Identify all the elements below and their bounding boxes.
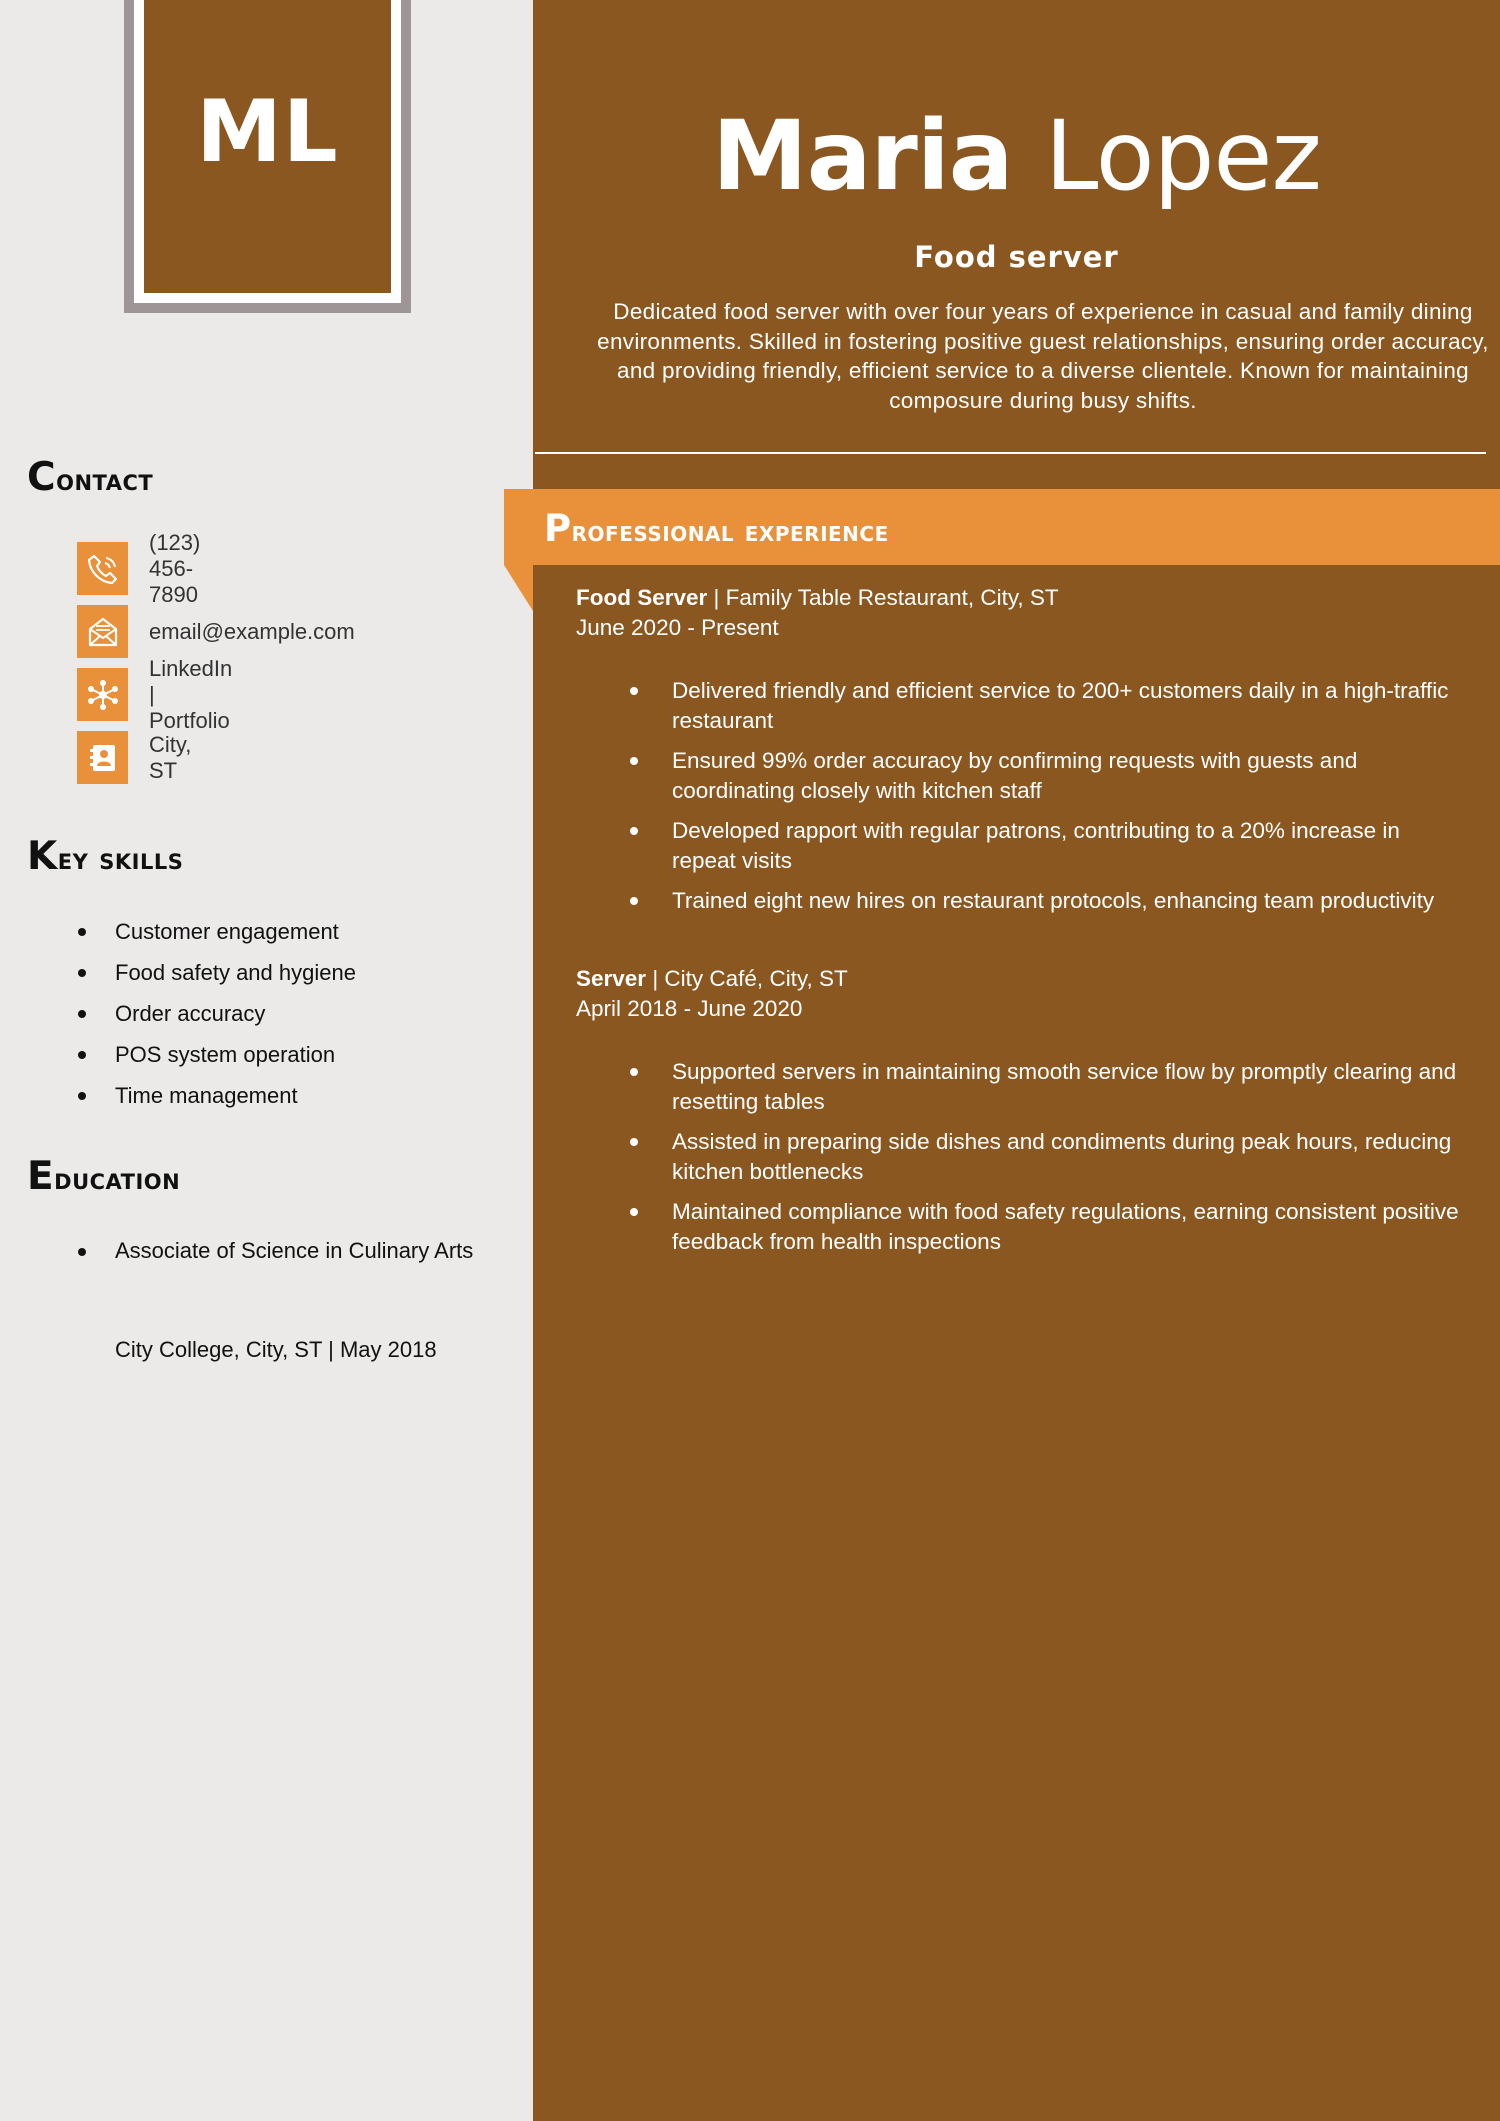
bullet-icon (630, 1138, 638, 1146)
banner-fold (504, 565, 533, 611)
contact-location-text: City, ST (149, 731, 192, 783)
job-dates: June 2020 - Present (576, 615, 779, 640)
candidate-name (533, 100, 1500, 212)
bullet-icon (630, 1208, 638, 1216)
job-role: Food Server (576, 585, 708, 610)
skill-item: POS system operation (76, 1040, 356, 1081)
contact-list (77, 529, 355, 789)
experience-banner (504, 489, 1500, 565)
contact-heading: Contact (27, 455, 154, 500)
job-bullet: Developed rapport with regular patrons, contributing to a 20% increase in repeat visits (629, 816, 1469, 875)
job-entry (576, 964, 1476, 1254)
job-bullet: Delivered friendly and efficient service to 200+ customers daily in a high-traffic restaurant (629, 676, 1469, 735)
job-bullet: Maintained compliance with food safety regulations, earning consistent positive feedback from health inspections (629, 1197, 1469, 1256)
network-icon (77, 668, 128, 721)
job-heading (576, 583, 1476, 613)
job-bullet: Supported servers in maintaining smooth service flow by promptly clearing and resetting tables (629, 1057, 1469, 1116)
bullet-icon (630, 687, 638, 695)
bullet-icon (78, 969, 86, 977)
skill-item: Food safety and hygiene (76, 958, 356, 999)
job-role: Server (576, 966, 647, 991)
bullet-icon (78, 928, 86, 936)
bullet-icon (630, 1068, 638, 1076)
contact-links-text[interactable]: LinkedIn | Portfolio (149, 655, 233, 733)
education-list (76, 1237, 476, 1265)
job-employer: | City Café, City, ST (646, 966, 848, 991)
experience-heading: Professional experience (544, 507, 889, 550)
bullet-icon (630, 757, 638, 765)
education-degree: Associate of Science in Culinary Arts (76, 1237, 476, 1265)
contact-email (77, 600, 355, 663)
bullet-icon (78, 1092, 86, 1100)
monogram-frame (124, 0, 411, 313)
main-panel (533, 0, 1500, 2121)
envelope-icon (77, 605, 128, 658)
sidebar (0, 0, 533, 2121)
job-heading (576, 964, 1476, 994)
education-school: City College, City, ST | May 2018 (115, 1337, 437, 1362)
contact-phone-text[interactable]: (123) 456-7890 (149, 529, 201, 607)
phone-icon (77, 542, 128, 595)
bullet-icon (78, 1051, 86, 1059)
contact-email-text[interactable]: email@example.com (149, 618, 355, 644)
job-entry (576, 583, 1476, 913)
first-name: Maria (712, 100, 1013, 212)
job-bullets (629, 676, 1469, 927)
bullet-icon (78, 1010, 86, 1018)
job-dates: April 2018 - June 2020 (576, 996, 803, 1021)
job-employer: | Family Table Restaurant, City, ST (707, 585, 1059, 610)
contact-phone (77, 529, 201, 607)
job-bullet: Trained eight new hires on restaurant protocols, enhancing team productivity (629, 886, 1469, 916)
header (533, 0, 1500, 452)
bullet-icon (78, 1248, 86, 1256)
header-divider (535, 452, 1486, 454)
contact-links (77, 655, 233, 733)
monogram-box (144, 0, 391, 293)
contact-location (77, 726, 192, 789)
skill-item: Order accuracy (76, 999, 356, 1040)
skill-item: Time management (76, 1081, 356, 1122)
job-bullet: Ensured 99% order accuracy by confirming requests with guests and coordinating closely with kitchen staff (629, 746, 1469, 805)
skills-heading: Key skills (27, 834, 184, 879)
bullet-icon (630, 827, 638, 835)
address-book-icon (77, 731, 128, 784)
job-bullets (629, 1057, 1469, 1267)
job-title: Food server (914, 240, 1119, 274)
skill-item: Customer engagement (76, 917, 356, 958)
monogram: ML (196, 81, 339, 182)
last-name: Lopez (1044, 100, 1321, 212)
education-heading: Education (27, 1154, 181, 1199)
bullet-icon (630, 897, 638, 905)
summary: Dedicated food server with over four years of experience in casual and family dining environments. Skilled in fostering positive guest relationships, ensuring order accuracy, and providing friendly, efficient service to a diverse clientele. Known for maintaining composure during busy shifts. (597, 299, 1489, 413)
job-bullet: Assisted in preparing side dishes and condiments during peak hours, reducing kitchen bottlenecks (629, 1127, 1469, 1186)
skills-list (76, 917, 356, 1122)
